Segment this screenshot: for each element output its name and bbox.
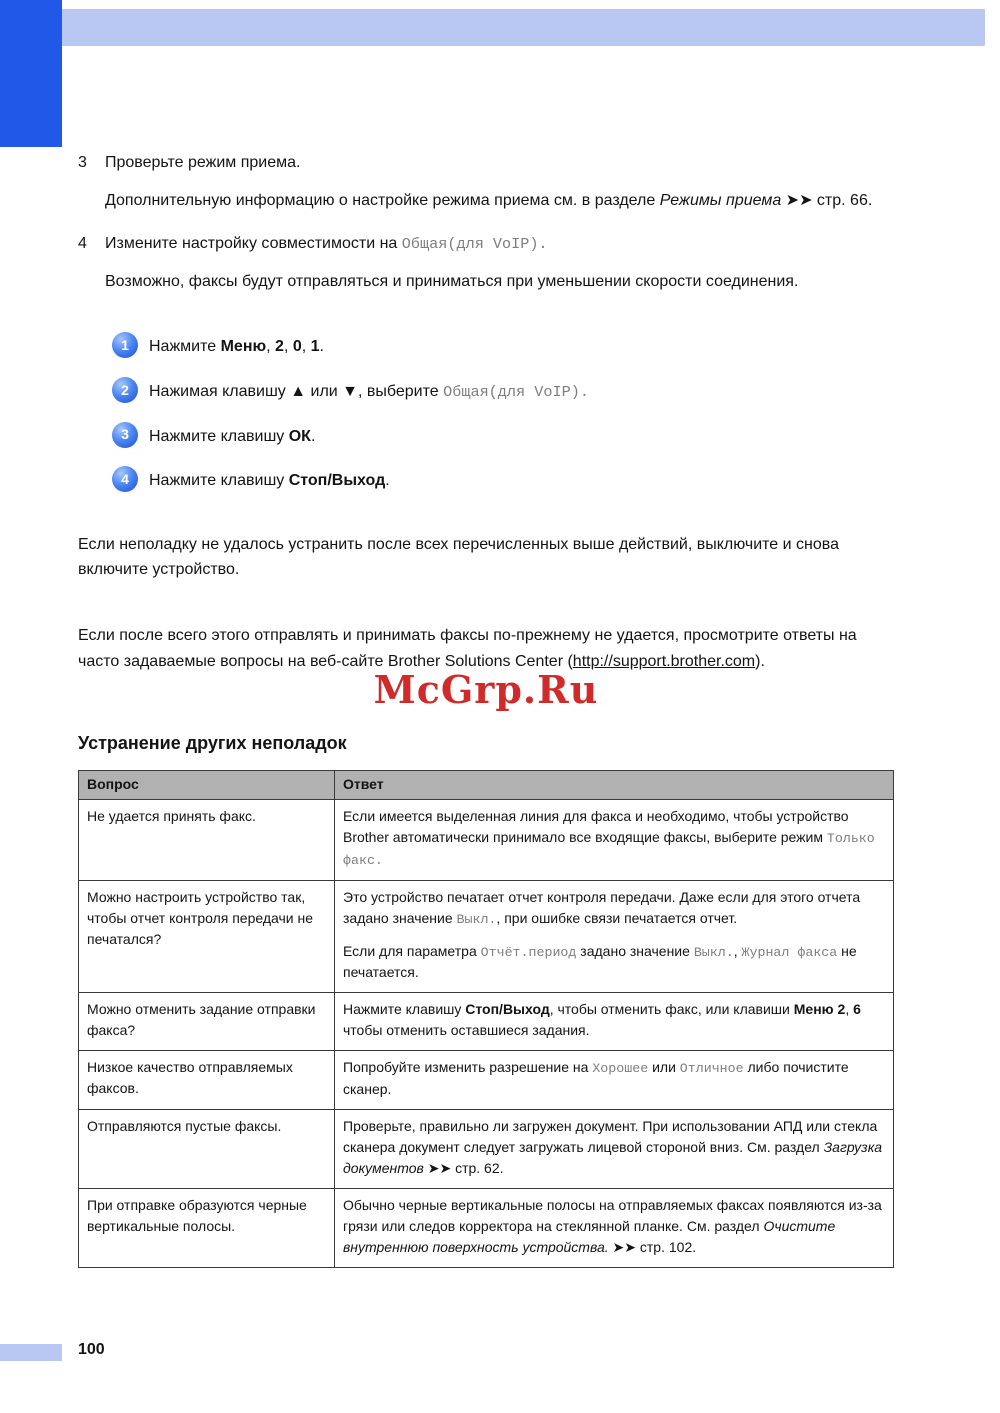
answer-paragraph: Нажмите клавишу Стоп/Выход, чтобы отменить факс, или клавиши Меню 2, 6 чтобы отменить оставшиеся задания.	[343, 1001, 861, 1039]
list-item-4-title: Измените настройку совместимости на Общая(для VoIP).	[105, 235, 548, 254]
question-text: Не удается принять факс.	[87, 807, 256, 824]
step-3-badge-icon: 3	[112, 422, 138, 448]
list-item-3-title: Проверьте режим приема.	[105, 154, 301, 171]
step-2-badge-icon: 2	[112, 377, 138, 403]
question-cell	[79, 1110, 335, 1189]
question-cell	[79, 799, 335, 880]
question-cell	[79, 1189, 335, 1268]
table-header-row	[79, 770, 894, 799]
section-heading: Устранение других неполадок	[78, 732, 347, 753]
question-text: Можно отменить задание отправки факса?	[87, 1001, 316, 1039]
question-cell	[79, 993, 335, 1051]
closing-paragraph-2: Если после всего этого отправлять и принимать факсы по-прежнему не удается, просмотрите ответы на часто задаваемые вопросы на веб-сайте Brother Solutions Center (http://support.brother.com).	[78, 626, 857, 670]
answer-cell	[335, 799, 894, 880]
page-number: 100	[78, 1341, 105, 1358]
question-column-header: Вопрос	[79, 770, 335, 799]
step-4-text: Нажмите клавишу Стоп/Выход.	[149, 472, 390, 490]
answer-paragraph: Это устройство печатает отчет контроля передачи. Даже если для этого отчета задано значение Выкл., при ошибке связи печатается отчет.	[343, 888, 861, 927]
answer-cell	[335, 880, 894, 993]
step-1-text: Нажмите Меню, 2, 0, 1.	[149, 338, 324, 356]
step-4	[112, 466, 894, 494]
list-item-3	[78, 150, 894, 231]
step-2-text: Нажимая клавишу ▲ или ▼, выберите Общая(для VoIP).	[149, 382, 589, 401]
question-cell	[79, 1051, 335, 1110]
answer-cell	[335, 1051, 894, 1110]
step-1-badge-icon: 1	[112, 332, 138, 358]
table-row	[79, 880, 894, 993]
list-item-4	[78, 231, 894, 312]
table-row	[79, 1051, 894, 1110]
list-item-3-number: 3	[78, 154, 87, 171]
list-item-3-body	[105, 150, 894, 231]
list-item-4-body	[105, 231, 894, 312]
answer-paragraph: Попробуйте изменить разрешение на Хорошее или Отличное либо почистите сканер.	[343, 1059, 849, 1098]
step-3-text: Нажмите клавишу ОК.	[149, 427, 316, 445]
answer-cell	[335, 1110, 894, 1189]
table-row	[79, 1110, 894, 1189]
answer-paragraph: Если для параметра Отчёт.период задано значение Выкл., Журнал факса не печатается.	[343, 942, 857, 981]
troubleshooting-table	[78, 770, 894, 1269]
table-row	[79, 993, 894, 1051]
list-item-4-paragraph: Возможно, факсы будут отправляться и приниматься при уменьшении скорости соединения.	[105, 272, 799, 290]
footer-accent-bar	[0, 1344, 62, 1361]
answer-cell	[335, 1189, 894, 1268]
answer-paragraph: Проверьте, правильно ли загружен документ. При использовании АПД или стекла сканера документ следует загружать лицевой стороной вниз. См. раздел Загрузка документов ➤➤ стр. 62.	[343, 1118, 883, 1177]
question-text: При отправке образуются черные вертикальные полосы.	[87, 1197, 307, 1235]
watermark: McGrp.Ru	[373, 667, 599, 713]
support-link[interactable]: http://support.brother.com	[572, 652, 756, 670]
step-list	[112, 332, 894, 493]
table-row	[79, 1189, 894, 1268]
step-2	[112, 377, 894, 405]
answer-column-header: Ответ	[335, 770, 894, 799]
question-text: Отправляются пустые факсы.	[87, 1118, 282, 1135]
table-row	[79, 799, 894, 880]
question-cell	[79, 880, 335, 993]
question-text: Низкое качество отправляемых факсов.	[87, 1059, 293, 1097]
answer-paragraph: Обычно черные вертикальные полосы на отправляемых факсах появляются из-за грязи или следов корректора на стеклянной планке. См. раздел Очистите внутреннюю поверхность устройства. ➤➤ стр. 102.	[343, 1197, 882, 1256]
step-1	[112, 332, 894, 360]
step-4-badge-icon: 4	[112, 466, 138, 492]
step-3	[112, 422, 894, 450]
closing-paragraph-1: Если неполадку не удалось устранить после всех перечисленных выше действий, выключите и снова включите устройство.	[78, 535, 839, 579]
list-item-3-paragraph: Дополнительную информацию о настройке режима приема см. в разделе Режимы приема ➤➤ стр. 66.	[105, 191, 873, 209]
answer-cell	[335, 993, 894, 1051]
question-text: Можно настроить устройство так, чтобы отчет контроля передачи не печатался?	[87, 888, 314, 947]
answer-paragraph: Если имеется выделенная линия для факса и необходимо, чтобы устройство Brother автоматически принимало все входящие факсы, выберите режим Только факс.	[343, 807, 875, 868]
list-item-4-number: 4	[78, 235, 87, 253]
